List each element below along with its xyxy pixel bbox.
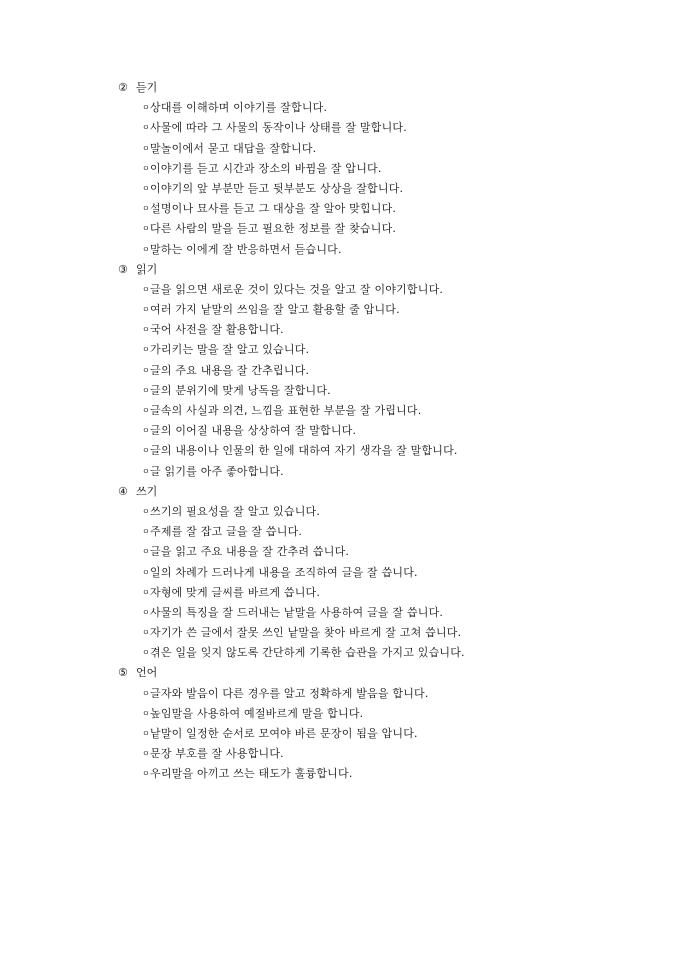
list-item bbox=[118, 583, 658, 603]
list-item-text: 사물의 특징을 잘 드러내는 낱말을 사용하여 글을 잘 씁니다. bbox=[150, 605, 444, 619]
list-item bbox=[118, 361, 658, 381]
bullet-icon: ㅇ bbox=[142, 204, 150, 214]
bullet-icon: ㅇ bbox=[142, 648, 150, 658]
list-item bbox=[118, 300, 658, 320]
list-item-text: 글을 읽고 주요 내용을 잘 간추려 씁니다. bbox=[150, 545, 350, 559]
list-item bbox=[118, 320, 658, 340]
section-heading bbox=[118, 260, 658, 280]
bullet-icon: ㅇ bbox=[142, 708, 150, 718]
list-item-text: 글의 이어질 내용을 상상하여 잘 말합니다. bbox=[150, 424, 357, 438]
bullet-icon: ㅇ bbox=[142, 224, 150, 234]
list-item bbox=[118, 240, 658, 260]
list-item bbox=[118, 684, 658, 704]
list-item-text: 높임말을 사용하여 예절바르게 말을 합니다. bbox=[150, 706, 364, 720]
bullet-icon: ㅇ bbox=[142, 244, 150, 254]
list-item-text: 쓰기의 필요성을 잘 알고 있습니다. bbox=[150, 504, 321, 518]
list-item-text: 글속의 사실과 의견, 느낌을 표현한 부분을 잘 가립니다. bbox=[150, 404, 422, 417]
list-item-text: 글의 주요 내용을 잘 간추립니다. bbox=[150, 363, 310, 377]
bullet-icon: ㅇ bbox=[142, 729, 150, 738]
bullet-icon: ㅇ bbox=[142, 385, 150, 395]
evaluation-list bbox=[118, 78, 658, 785]
bullet-icon: ㅇ bbox=[142, 365, 150, 375]
list-item bbox=[118, 340, 658, 360]
bullet-icon: ㅇ bbox=[142, 527, 150, 537]
list-item bbox=[118, 401, 658, 421]
list-item bbox=[118, 542, 658, 562]
list-item bbox=[118, 441, 658, 461]
list-item-text: 글을 읽으면 새로운 것이 있다는 것을 알고 잘 이야기합니다. bbox=[150, 282, 444, 296]
list-item bbox=[118, 98, 658, 118]
list-item-text: 가리키는 말을 잘 알고 있습니다. bbox=[150, 343, 310, 357]
list-item-text: 글자와 발음이 다른 경우를 알고 정확하게 발음을 합니다. bbox=[150, 686, 429, 700]
list-item-text: 문장 부호를 잘 사용합니다. bbox=[150, 747, 284, 761]
list-item bbox=[118, 744, 658, 764]
list-item bbox=[118, 764, 658, 784]
section-number: ③ bbox=[118, 262, 128, 276]
list-item bbox=[118, 179, 658, 199]
bullet-icon: ㅇ bbox=[142, 163, 150, 173]
bullet-icon: ㅇ bbox=[142, 567, 150, 577]
bullet-icon: ㅇ bbox=[142, 688, 150, 698]
bullet-icon: ㅇ bbox=[142, 103, 150, 113]
list-item bbox=[118, 704, 658, 724]
bullet-icon: ㅇ bbox=[142, 607, 150, 617]
list-item-text: 글 읽기를 아주 좋아합니다. bbox=[150, 464, 284, 478]
list-item-text: 여러 가지 낱말의 쓰임을 잘 알고 활용할 줄 압니다. bbox=[150, 303, 400, 317]
section-title: 언어 bbox=[136, 666, 158, 680]
list-item-text: 겪은 일을 잊지 않도록 간단하게 기록한 습관을 가지고 있습니다. bbox=[150, 646, 465, 660]
bullet-icon: ㅇ bbox=[142, 123, 150, 133]
bullet-icon: ㅇ bbox=[142, 284, 150, 294]
list-item bbox=[118, 643, 658, 663]
bullet-icon: ㅇ bbox=[142, 143, 150, 153]
list-item-text: 자기가 쓴 글에서 잘못 쓰인 낱말을 찾아 바르게 잘 고쳐 씁니다. bbox=[150, 626, 462, 640]
list-item-text: 말하는 이에게 잘 반응하면서 듣습니다. bbox=[150, 242, 342, 256]
list-item bbox=[118, 219, 658, 239]
list-item-text: 이야기를 듣고 시간과 장소의 바뀜을 잘 압니다. bbox=[150, 161, 382, 175]
list-item-text: 일의 차례가 드러나게 내용을 조직하여 글을 잘 씁니다. bbox=[150, 565, 418, 579]
list-item bbox=[118, 280, 658, 300]
bullet-icon: ㅇ bbox=[142, 426, 150, 436]
section-number: ② bbox=[118, 81, 128, 94]
bullet-icon: ㅇ bbox=[142, 769, 150, 779]
list-item bbox=[118, 118, 658, 138]
list-item-text: 낱말이 일정한 순서로 모여야 바른 문장이 됨을 압니다. bbox=[150, 727, 418, 740]
section-heading bbox=[118, 663, 658, 683]
list-item-text: 사물에 따라 그 사물의 동작이나 상태를 잘 말합니다. bbox=[150, 121, 407, 135]
list-item bbox=[118, 199, 658, 219]
list-item-text: 자형에 맞게 글씨를 바르게 씁니다. bbox=[150, 585, 321, 599]
list-item bbox=[118, 421, 658, 441]
list-item-text: 글의 분위기에 맞게 낭독을 잘합니다. bbox=[150, 383, 331, 397]
list-item-text: 말놀이에서 묻고 대답을 잘합니다. bbox=[150, 141, 317, 155]
list-item bbox=[118, 724, 658, 744]
bullet-icon: ㅇ bbox=[142, 466, 150, 476]
section-title: 듣기 bbox=[136, 81, 158, 94]
list-item-text: 우리말을 아끼고 쓰는 태도가 훌륭합니다. bbox=[150, 767, 353, 781]
section-title: 쓰기 bbox=[136, 484, 158, 498]
list-item bbox=[118, 623, 658, 643]
bullet-icon: ㅇ bbox=[142, 628, 150, 638]
list-item-text: 국어 사전을 잘 활용합니다. bbox=[150, 323, 284, 337]
bullet-icon: ㅇ bbox=[142, 325, 150, 335]
list-item bbox=[118, 139, 658, 159]
list-item-text: 상대를 이해하며 이야기를 잘합니다. bbox=[150, 101, 328, 115]
bullet-icon: ㅇ bbox=[142, 749, 150, 759]
list-item bbox=[118, 462, 658, 482]
list-item bbox=[118, 603, 658, 623]
list-item-text: 주제를 잘 잡고 글을 잘 씁니다. bbox=[150, 525, 303, 539]
bullet-icon: ㅇ bbox=[142, 506, 150, 516]
list-item bbox=[118, 522, 658, 542]
section-heading bbox=[118, 78, 658, 98]
list-item bbox=[118, 563, 658, 583]
bullet-icon: ㅇ bbox=[142, 305, 150, 315]
list-item-text: 이야기의 앞 부분만 듣고 뒷부분도 상상을 잘합니다. bbox=[150, 181, 404, 195]
section-title: 읽기 bbox=[136, 262, 158, 276]
bullet-icon: ㅇ bbox=[142, 587, 150, 597]
list-item-text: 설명이나 묘사를 듣고 그 대상을 잘 알아 맞힙니다. bbox=[150, 202, 397, 216]
bullet-icon: ㅇ bbox=[142, 183, 150, 193]
bullet-icon: ㅇ bbox=[142, 406, 150, 415]
list-item-text: 다른 사람의 말을 듣고 필요한 정보를 잘 찾습니다. bbox=[150, 222, 397, 236]
section-number: ⑤ bbox=[118, 666, 128, 680]
section-heading bbox=[118, 482, 658, 502]
bullet-icon: ㅇ bbox=[142, 345, 150, 355]
list-item-text: 글의 내용이나 인물의 한 일에 대하여 자기 생각을 잘 말합니다. bbox=[150, 444, 458, 458]
list-item bbox=[118, 381, 658, 401]
bullet-icon: ㅇ bbox=[142, 446, 150, 456]
list-item bbox=[118, 159, 658, 179]
list-item bbox=[118, 502, 658, 522]
bullet-icon: ㅇ bbox=[142, 547, 150, 557]
section-number: ④ bbox=[118, 484, 128, 498]
